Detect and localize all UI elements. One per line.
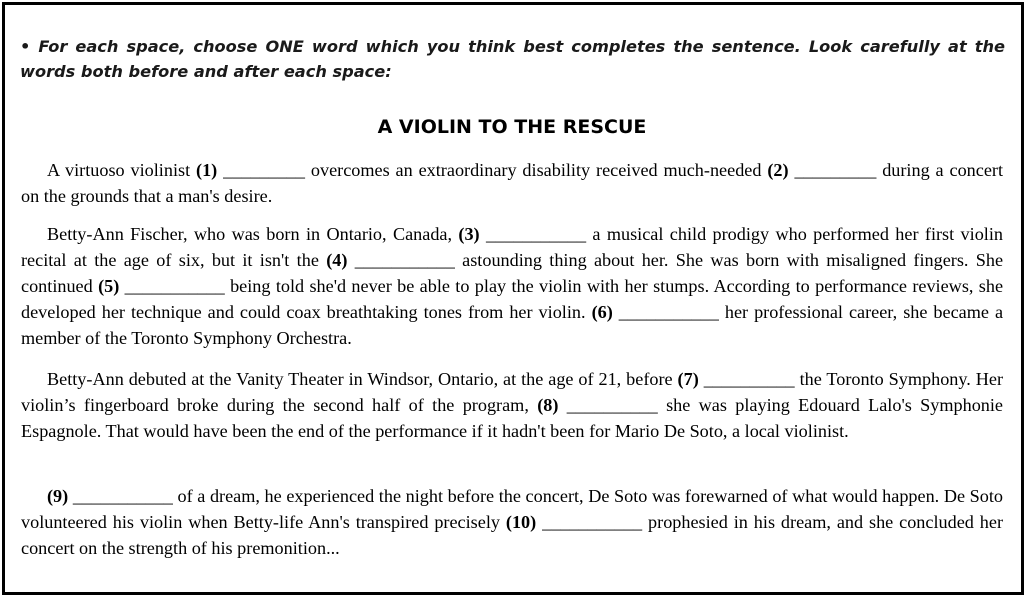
text-segment: Betty-Ann debuted at the Vanity Theater in Windsor, Ontario, at the age of 21, before [47, 369, 673, 389]
gap-number-10: (10) [505, 512, 537, 532]
text-segment: Betty-Ann Fischer, who was born in Ontario, Canada, [47, 224, 453, 244]
gap-number-2: (2) [767, 160, 789, 180]
gap-number-4: (4) [326, 250, 348, 270]
gap-blank-6[interactable]: ___________ [618, 302, 719, 322]
gap-blank-4[interactable]: ___________ [354, 250, 455, 270]
gap-number-7: (7) [677, 369, 699, 389]
instruction-text: • For each space, choose ONE word which you think best completes the sentence. Look carefully at the words both before and after each space: [20, 37, 1005, 81]
gap-blank-10[interactable]: ___________ [542, 512, 643, 532]
text-segment: prophesied in his dream, and she concluded her concert on the strength of his premonition... [21, 512, 1003, 558]
text-segment: astounding thing about her. She was born with misaligned fingers. She continued [21, 250, 1004, 296]
text-segment: being told she'd never be able to play the violin with her stumps. According to performance reviews, she developed her technique and could coax breathtaking tones from her violin. [21, 276, 1004, 322]
gap-blank-8[interactable]: __________ [566, 395, 658, 415]
gap-number-8: (8) [537, 395, 559, 415]
gap-blank-2[interactable]: _________ [794, 160, 877, 180]
page-title: A VIOLIN TO THE RESCUE [377, 116, 647, 138]
gap-number-5: (5) [98, 276, 120, 296]
paragraph-3 [21, 366, 1003, 444]
text-segment: she was playing Edouard Lalo's Symphonie Espagnole. That would have been the end of the performance if it hadn't been for Mario De Soto, a local violinist. [21, 395, 1004, 441]
gap-number-1: (1) [196, 160, 218, 180]
text-segment: of a dream, he experienced the night before the concert, De Soto was forewarned of what would happen. De Soto volunteered his violin when Betty-life Ann's transpired precisely [21, 486, 1004, 532]
paragraph-1 [21, 157, 1003, 209]
gap-number-6: (6) [591, 302, 613, 322]
text-segment: her professional career, she became a member of the Toronto Symphony Orchestra. [21, 302, 1004, 348]
text-segment: during a concert on the grounds that a man's desire. [21, 160, 1004, 206]
gap-number-3: (3) [458, 224, 480, 244]
text-segment: a musical child prodigy who performed her first violin recital at the age of six, but it isn't the [21, 224, 1003, 270]
gap-blank-7[interactable]: __________ [703, 369, 795, 389]
paragraph-2 [21, 221, 1003, 351]
text-segment: the Toronto Symphony. Her violin’s fingerboard broke during the second half of the program, [21, 369, 1004, 415]
gap-blank-1[interactable]: _________ [223, 160, 305, 180]
gap-blank-3[interactable]: ___________ [486, 224, 587, 244]
paragraph-4 [21, 483, 1003, 561]
gap-blank-5[interactable]: ___________ [124, 276, 225, 296]
text-segment: overcomes an extraordinary disability received much-needed [310, 160, 762, 180]
text-segment: A virtuoso violinist [47, 160, 191, 180]
gap-blank-9[interactable]: ___________ [72, 486, 173, 506]
gap-number-9: (9) [47, 486, 69, 506]
